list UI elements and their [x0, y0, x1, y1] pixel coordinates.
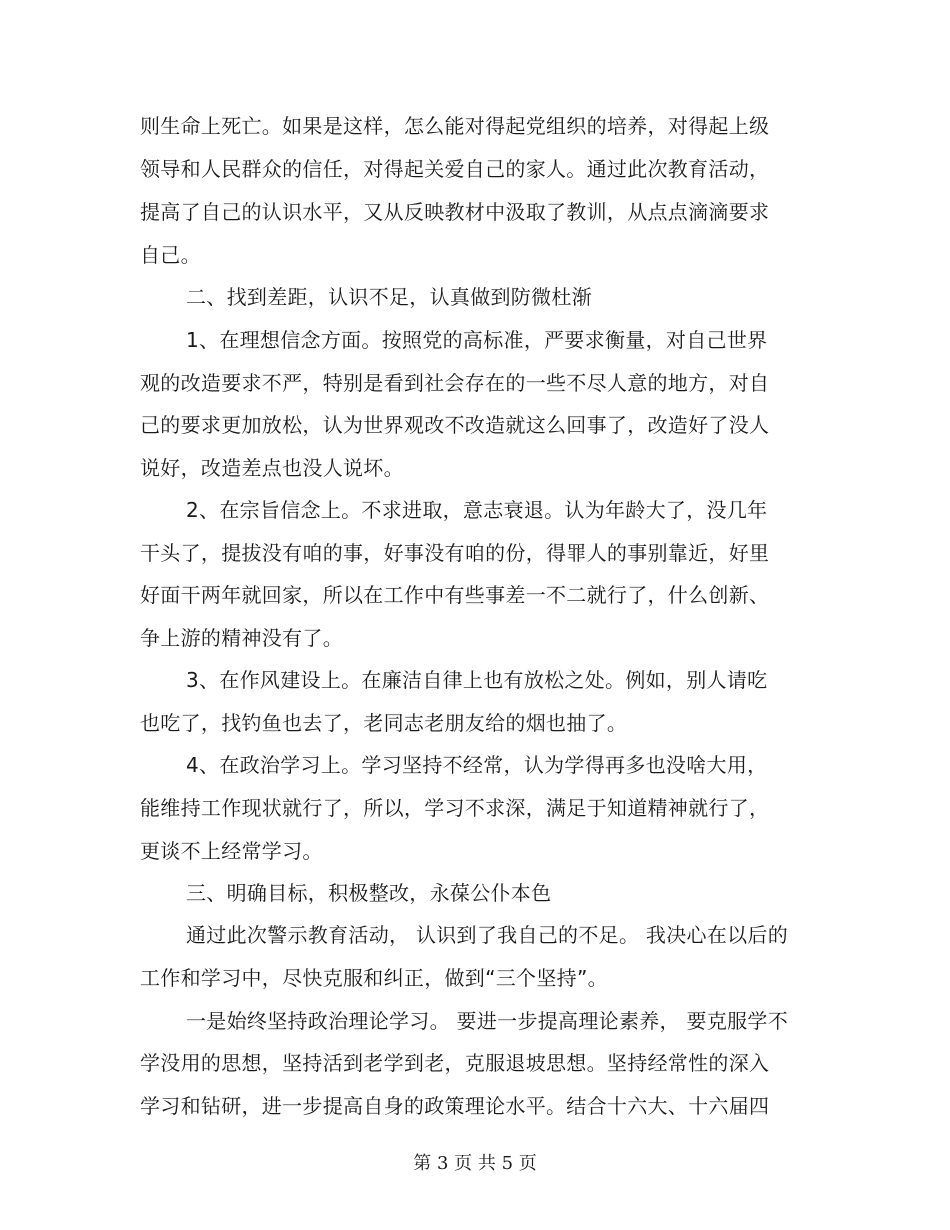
- text-line: 一是始终坚持政治理论学习。 要进一步提高理论素养， 要克服学不: [186, 1009, 789, 1033]
- text-line: 工作和学习中，尽快克服和纠正，做到“三个坚持”。: [140, 966, 608, 990]
- text-line: 自己。: [140, 243, 201, 267]
- text-line: 说好，改造差点也没人说坏。: [140, 456, 404, 480]
- text-line: 2、在宗旨信念上。不求进取，意志衰退。认为年龄大了，没几年: [186, 498, 768, 522]
- text-line: 领导和人民群众的信任，对得起关爱自己的家人。通过此次教育活动，: [140, 157, 770, 181]
- text-line: 3、在作风建设上。在廉洁自律上也有放松之处。例如，别人请吃: [186, 668, 768, 692]
- text-line: 观的改造要求不严，特别是看到社会存在的一些不尽人意的地方，对自: [140, 371, 770, 395]
- text-line: 学习和钻研，进一步提高自身的政策理论水平。结合十六大、十六届四: [140, 1094, 770, 1118]
- text-line: 好面干两年就回家，所以在工作中有些事差一不二就行了，什么创新、: [140, 583, 770, 607]
- text-line: 更谈不上经常学习。: [140, 839, 323, 863]
- text-line: 能维持工作现状就行了，所以，学习不求深，满足于知道精神就行了，: [140, 796, 770, 820]
- text-line: 也吃了，找钓鱼也去了，老同志老朋友给的烟也抽了。: [140, 711, 628, 735]
- page-number-footer: 第 3 页 共 5 页: [413, 1153, 537, 1174]
- text-line: 己的要求更加放松，认为世界观改不改造就这么回事了，改造好了没人: [140, 413, 770, 437]
- section-heading: 三、明确目标，积极整改，永葆公仆本色: [186, 881, 552, 905]
- text-line: 争上游的精神没有了。: [140, 626, 343, 650]
- text-line: 1、在理想信念方面。按照党的高标准，严要求衡量，对自己世界: [186, 328, 768, 352]
- text-line: 4、在政治学习上。学习坚持不经常，认为学得再多也没啥大用，: [186, 753, 768, 777]
- text-line: 提高了自己的认识水平，又从反映教材中汲取了教训，从点点滴滴要求: [140, 200, 770, 224]
- text-line: 通过此次警示教育活动， 认识到了我自己的不足。 我决心在以后的: [186, 923, 789, 947]
- section-heading: 二、找到差距，认识不足，认真做到防微杜渐: [186, 285, 592, 309]
- text-line: 干头了，提拔没有咱的事，好事没有咱的份，得罪人的事别靠近，好里: [140, 541, 770, 565]
- text-line: 则生命上死亡。如果是这样，怎么能对得起党组织的培养，对得起上级: [140, 114, 770, 138]
- text-line: 学没用的思想，坚持活到老学到老，克服退坡思想。坚持经常性的深入: [140, 1051, 770, 1075]
